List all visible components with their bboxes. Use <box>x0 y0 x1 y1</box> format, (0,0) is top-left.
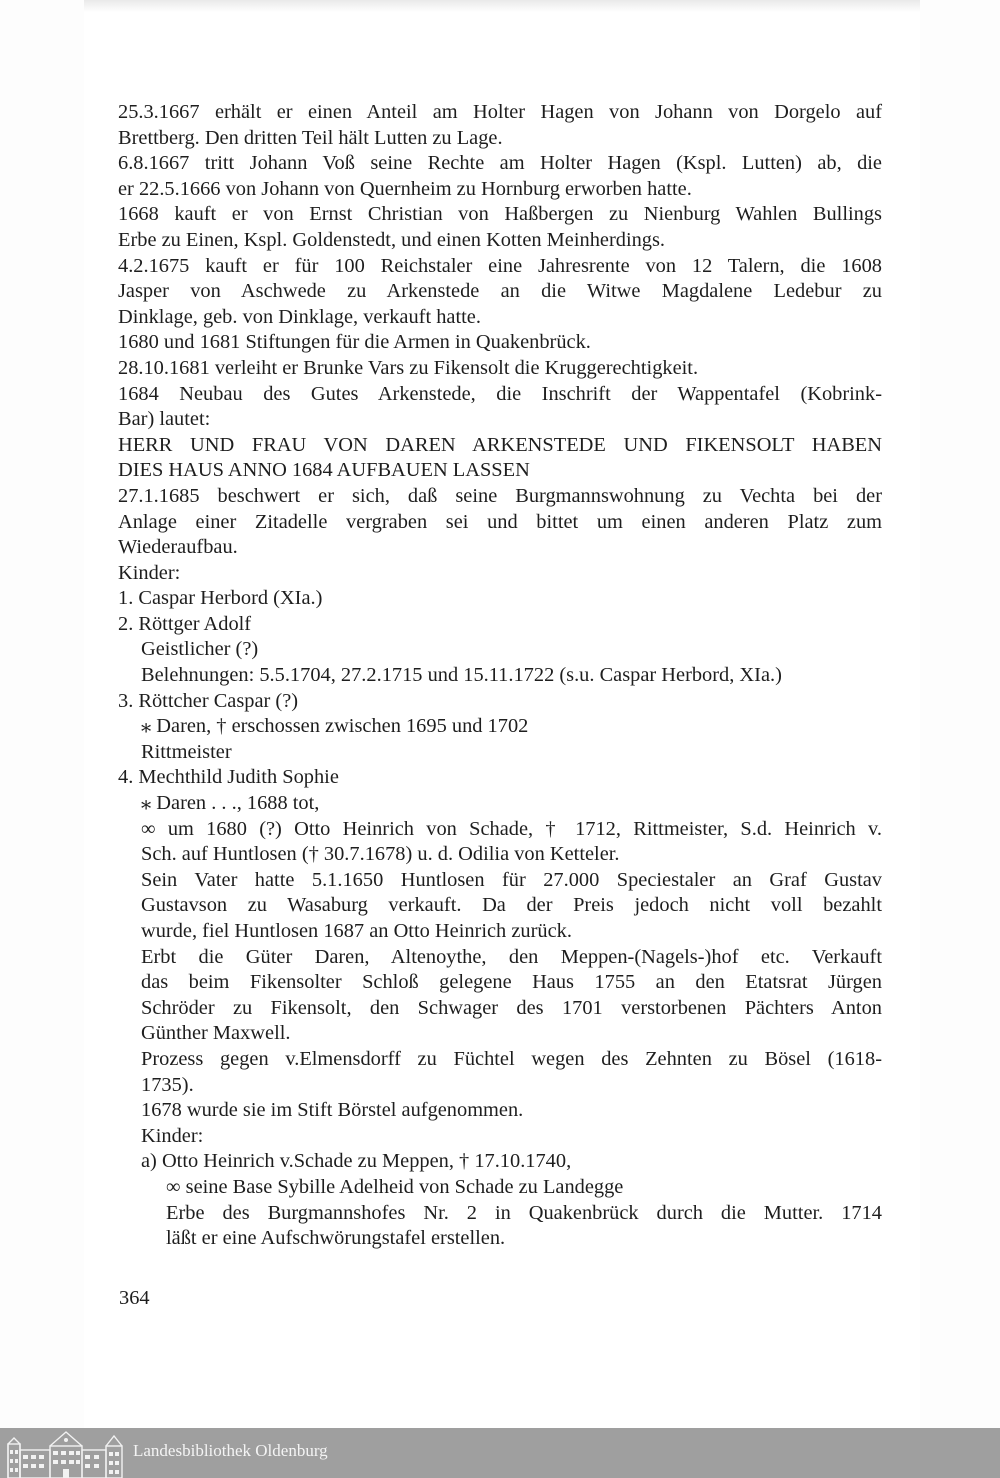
text-line: 3. Röttcher Caspar (?) <box>118 689 299 712</box>
text-line: 1. Caspar Herbord (XIa.) <box>118 587 323 610</box>
text-line: 1735). <box>141 1073 194 1096</box>
text-line: Sch. auf Huntlosen († 30.7.1678) u. d. Odilia von Ketteler. <box>141 843 620 866</box>
text-line: 4.2.1675 kauft er für 100 Reichstaler eine Jahresrente von 12 Talern, die 1608 <box>118 254 882 277</box>
text-line: HERR UND FRAU VON DAREN ARKENSTEDE UND FIKENSOLT HABEN <box>118 433 882 456</box>
scan-margin-right <box>920 0 1000 1428</box>
library-name: Landesbibliothek Oldenburg <box>133 1441 328 1460</box>
page-number: 364 <box>119 1287 150 1309</box>
text-line: 27.1.1685 beschwert er sich, daß seine Burgmannswohnung zu Vechta bei der <box>118 484 882 507</box>
text-line: 2. Röttger Adolf <box>118 612 252 635</box>
text-line: läßt er eine Aufschwörungstafel erstellen. <box>166 1227 506 1250</box>
text-line: ⁎ Daren . . ., 1688 tot, <box>141 792 320 815</box>
text-line: ∞ um 1680 (?) Otto Heinrich von Schade, † 1712, Rittmeister, S.d. Heinrich v. <box>141 817 882 840</box>
text-line: Kinder: <box>141 1124 204 1147</box>
text-line: Brettberg. Den dritten Teil hält Lutten zu Lage. <box>118 126 503 149</box>
text-line: Erbt die Güter Daren, Altenoythe, den Meppen-(Nagels-)hof etc. Verkauft <box>141 945 882 968</box>
text-line: 25.3.1667 erhält er einen Anteil am Holter Hagen von Johann von Dorgelo auf <box>118 101 882 123</box>
text-line: Belehnungen: 5.5.1704, 27.2.1715 und 15.11.1722 (s.u. Caspar Herbord, XIa.) <box>141 664 782 687</box>
text-line: Gustavson zu Wasaburg verkauft. Da der Preis jedoch nicht voll bezahlt <box>141 894 882 917</box>
text-line: wurde, fiel Huntlosen 1687 an Otto Heinrich zurück. <box>141 920 572 942</box>
text-line: Sein Vater hatte 5.1.1650 Huntlosen für 27.000 Speciestaler an Graf Gustav <box>141 868 882 891</box>
text-line: Prozess gegen v.Elmensdorff zu Füchtel wegen des Zehnten zu Bösel (1618- <box>141 1047 882 1070</box>
text-line: DIES HAUS ANNO 1684 AUFBAUEN LASSEN <box>118 459 530 482</box>
text-line: 1678 wurde sie im Stift Börstel aufgenommen. <box>141 1099 524 1122</box>
page-top-edge <box>84 0 920 12</box>
library-building-icon <box>6 1430 124 1478</box>
text-line: Wiederaufbau. <box>118 536 238 559</box>
text-line: Bar) lautet: <box>118 408 211 431</box>
text-line: Jasper von Aschwede zu Arkenstede an die Witwe Magdalene Ledebur zu <box>118 280 882 303</box>
text-line: 4. Mechthild Judith Sophie <box>118 766 339 789</box>
text-line: 1668 kauft er von Ernst Christian von Haßbergen zu Nienburg Wahlen Bullings <box>118 203 882 226</box>
text-line: Kinder: <box>118 561 181 584</box>
text-line: 6.8.1667 tritt Johann Voß seine Rechte am Holter Hagen (Kspl. Lutten) ab, die <box>118 152 882 175</box>
text-line: Erbe des Burgmannshofes Nr. 2 in Quakenbrück durch die Mutter. 1714 <box>166 1201 882 1224</box>
text-line: Schröder zu Fikensolt, den Schwager des 1701 verstorbenen Pächters Anton <box>141 996 882 1019</box>
footer-bar <box>0 1428 1000 1478</box>
text-line: 28.10.1681 verleiht er Brunke Vars zu Fikensolt die Kruggerechtigkeit. <box>118 356 699 379</box>
text-line: a) Otto Heinrich v.Schade zu Meppen, † 17.10.1740, <box>141 1150 572 1173</box>
text-line: Günther Maxwell. <box>141 1022 291 1045</box>
scan-margin-left <box>0 0 84 1428</box>
document-body <box>118 100 882 1252</box>
text-line: ∞ seine Base Sybille Adelheid von Schade zu Landegge <box>166 1175 624 1198</box>
text-line: Rittmeister <box>141 740 232 763</box>
text-line: 1680 und 1681 Stiftungen für die Armen in Quakenbrück. <box>118 331 591 354</box>
text-line: ⁎ Daren, † erschossen zwischen 1695 und 1702 <box>141 715 529 738</box>
text-line: Geistlicher (?) <box>141 638 259 661</box>
text-line: Anlage einer Zitadelle vergraben sei und bittet um einen anderen Platz zum <box>118 510 882 533</box>
text-line: 1684 Neubau des Gutes Arkenstede, die Inschrift der Wappentafel (Kobrink- <box>118 382 882 405</box>
text-line: das beim Fikensolter Schloß gelegene Haus 1755 an den Etatsrat Jürgen <box>141 971 882 994</box>
text-line: Erbe zu Einen, Kspl. Goldenstedt, und einen Kotten Meinherdings. <box>118 228 666 251</box>
text-line: Dinklage, geb. von Dinklage, verkauft hatte. <box>118 305 481 328</box>
text-line: er 22.5.1666 von Johann von Quernheim zu Hornburg erworben hatte. <box>118 177 692 200</box>
